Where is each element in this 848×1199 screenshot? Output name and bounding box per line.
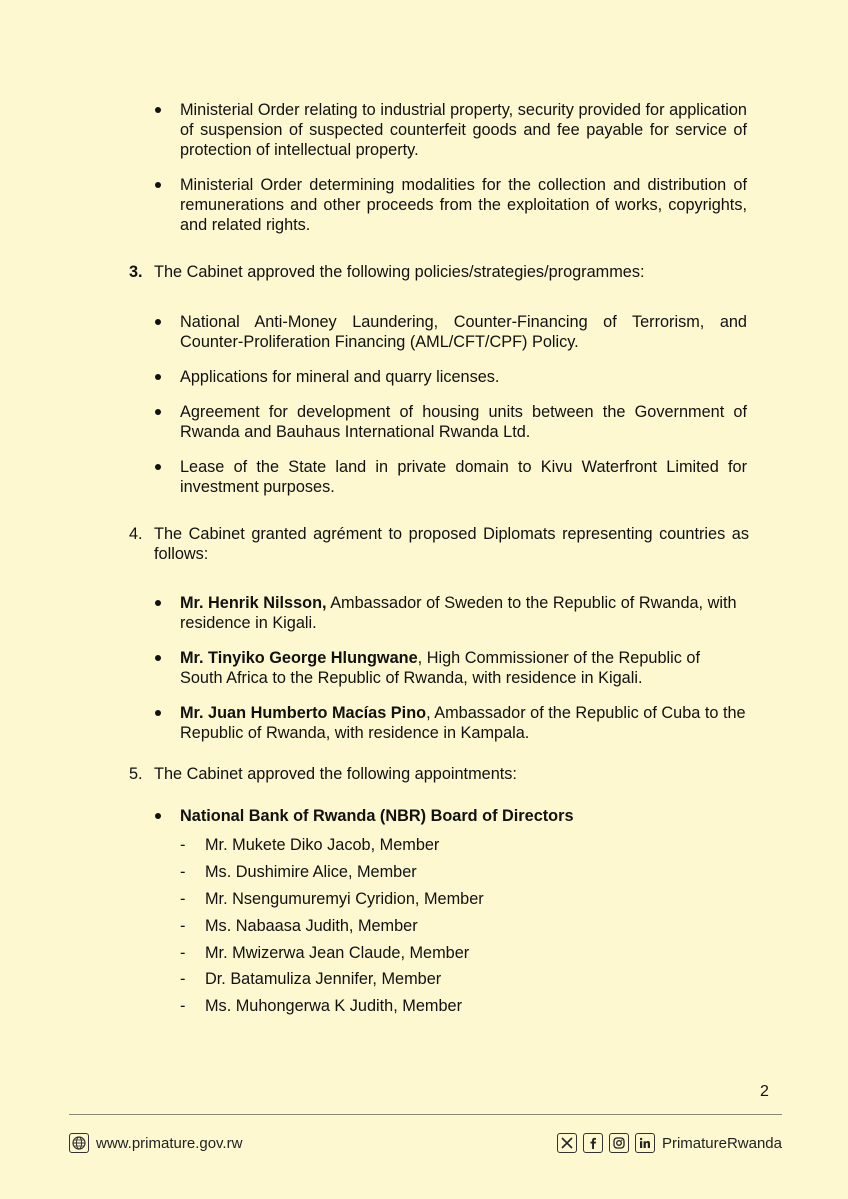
bullet-icon [155, 655, 161, 661]
social-handle: PrimatureRwanda [661, 1134, 782, 1152]
footer-divider [69, 1114, 782, 1115]
linkedin-icon[interactable] [635, 1133, 655, 1153]
bullet-item [155, 100, 747, 160]
diplomat-name: Mr. Tinyiko George Hlungwane [180, 649, 418, 667]
item-text: The Cabinet granted agrément to proposed Diplomats representing countries as follows: [154, 525, 749, 563]
bullet-text: Ministerial Order relating to industrial property, security provided for application of suspension of suspected counterfeit goods and fee payable for service of protection of intellectual property. [180, 101, 747, 159]
diplomat-name: Mr. Henrik Nilsson, [180, 594, 327, 612]
facebook-icon[interactable] [583, 1133, 603, 1153]
numbered-item-3 [129, 262, 749, 282]
member-name: Ms. Muhongerwa K Judith, Member [205, 997, 462, 1015]
item-number: 4. [129, 525, 143, 543]
diplomat-item [155, 593, 747, 633]
bullet-icon [155, 107, 161, 113]
board-heading-item [155, 806, 747, 826]
diplomat-item [155, 648, 747, 688]
x-icon[interactable] [557, 1133, 577, 1153]
bullet-text: Agreement for development of housing units between the Government of Rwanda and Bauhaus International Rwanda Ltd. [180, 403, 747, 441]
bullet-text: Ministerial Order determining modalities for the collection and distribution of remunerations and other proceeds from the exploitation of works, copyrights, and related rights. [180, 176, 747, 234]
bullet-icon [155, 319, 161, 325]
website-link[interactable]: www.primature.gov.rw [96, 1134, 243, 1152]
bullet-text: Applications for mineral and quarry licenses. [180, 368, 500, 386]
numbered-item-4 [129, 524, 749, 564]
item-number: 3. [129, 263, 143, 281]
item-text: The Cabinet approved the following policies/strategies/programmes: [154, 263, 645, 281]
member-name: Mr. Nsengumuremyi Cyridion, Member [205, 890, 484, 908]
page-number: 2 [760, 1083, 769, 1100]
footer-website[interactable] [69, 1132, 242, 1154]
bullet-text: Lease of the State land in private domain to Kivu Waterfront Limited for investment purposes. [180, 458, 747, 496]
member-name: Mr. Mukete Diko Jacob, Member [205, 836, 440, 854]
member-name: Mr. Mwizerwa Jean Claude, Member [205, 944, 470, 962]
bullet-icon [155, 710, 161, 716]
diplomat-title: , High Commissioner of the Republic of South Africa to the Republic of Rwanda, with residence in Kigali. [180, 649, 700, 687]
instagram-icon[interactable] [609, 1133, 629, 1153]
member-name: Dr. Batamuliza Jennifer, Member [205, 970, 442, 988]
bullet-icon [155, 464, 161, 470]
numbered-item-5 [129, 764, 749, 784]
bullet-item [155, 367, 747, 387]
diplomat-title: Ambassador of Sweden to the Republic of Rwanda, with residence in Kigali. [180, 594, 737, 632]
board-heading: National Bank of Rwanda (NBR) Board of Directors [180, 807, 574, 825]
bullet-icon [155, 374, 161, 380]
globe-icon [69, 1133, 89, 1153]
diplomat-name: Mr. Juan Humberto Macías Pino [180, 704, 427, 722]
member-name: Ms. Dushimire Alice, Member [205, 863, 417, 881]
item-number: 5. [129, 765, 143, 783]
bullet-icon [155, 600, 161, 606]
bullet-icon [155, 182, 161, 188]
document-page: Ministerial Order relating to industrial property, security provided for application of suspension of suspected counterfeit goods and fee payable for service of protection of intellectual property. Ministerial Order determining modalities for the collection and distribution of remunerations and other proceeds from the exploitation of works, copyrights, and related rights. 3. The Cabinet approved the following policies/strategies/programmes: National Anti-Money Laundering, Counter-Financing of Terrorism, and Counter-Proliferation Financing (AML/CFT/CPF) Policy. Applications for mineral and quarry licenses. Agreement for development of housing units between the Government of Rwanda and Bauhaus International Rwanda Ltd. Lease of the State land in private domain to Kivu Waterfront Limited for investment purposes. 4. The Cabinet granted agrément to proposed Diplomats representing countries as follows: Mr. Henrik Nilsson, Ambassador of Sweden to the Republic of Rwanda, with residence in Kigali. Mr. Tinyiko George Hlungwane, High Commissioner of the Republic of South Africa to the Republic of Rwanda, with residence in Kigali. Mr. Juan Humberto Macías Pino, Ambassador of the Republic of Cuba to the Republic of Rwanda, with residence in Kampala. 5. The Cabinet approved the following appointments: National Bank of Rwanda (NBR) Board of Directors - Mr. Mukete Diko Jacob, Member - Ms. Dushimire Alice, Member - Mr. Nsengumuremyi Cyridion, Member - Ms. Nabaasa Judith, Member - Mr. Mwizerwa Jean Claude, Member - Dr. Batamuliza Jennifer, Member - Ms. Muhongerwa K Judith, Member 2 www.primature.gov.rw PrimatureRwanda [0, 0, 848, 1199]
footer-social [557, 1132, 782, 1154]
item-text: The Cabinet approved the following appointments: [154, 765, 517, 783]
member-name: Ms. Nabaasa Judith, Member [205, 917, 418, 935]
diplomat-title: , Ambassador of the Republic of Cuba to the Republic of Rwanda, with residence in Kampala. [180, 704, 746, 742]
bullet-item [155, 457, 747, 497]
bullet-item [155, 175, 747, 235]
bullet-item [155, 402, 747, 442]
bullet-icon [155, 813, 161, 819]
bullet-item [155, 312, 747, 352]
bullet-icon [155, 409, 161, 415]
bullet-text: National Anti-Money Laundering, Counter-Financing of Terrorism, and Counter-Proliferation Financing (AML/CFT/CPF) Policy. [180, 313, 747, 351]
diplomat-item [155, 703, 747, 743]
